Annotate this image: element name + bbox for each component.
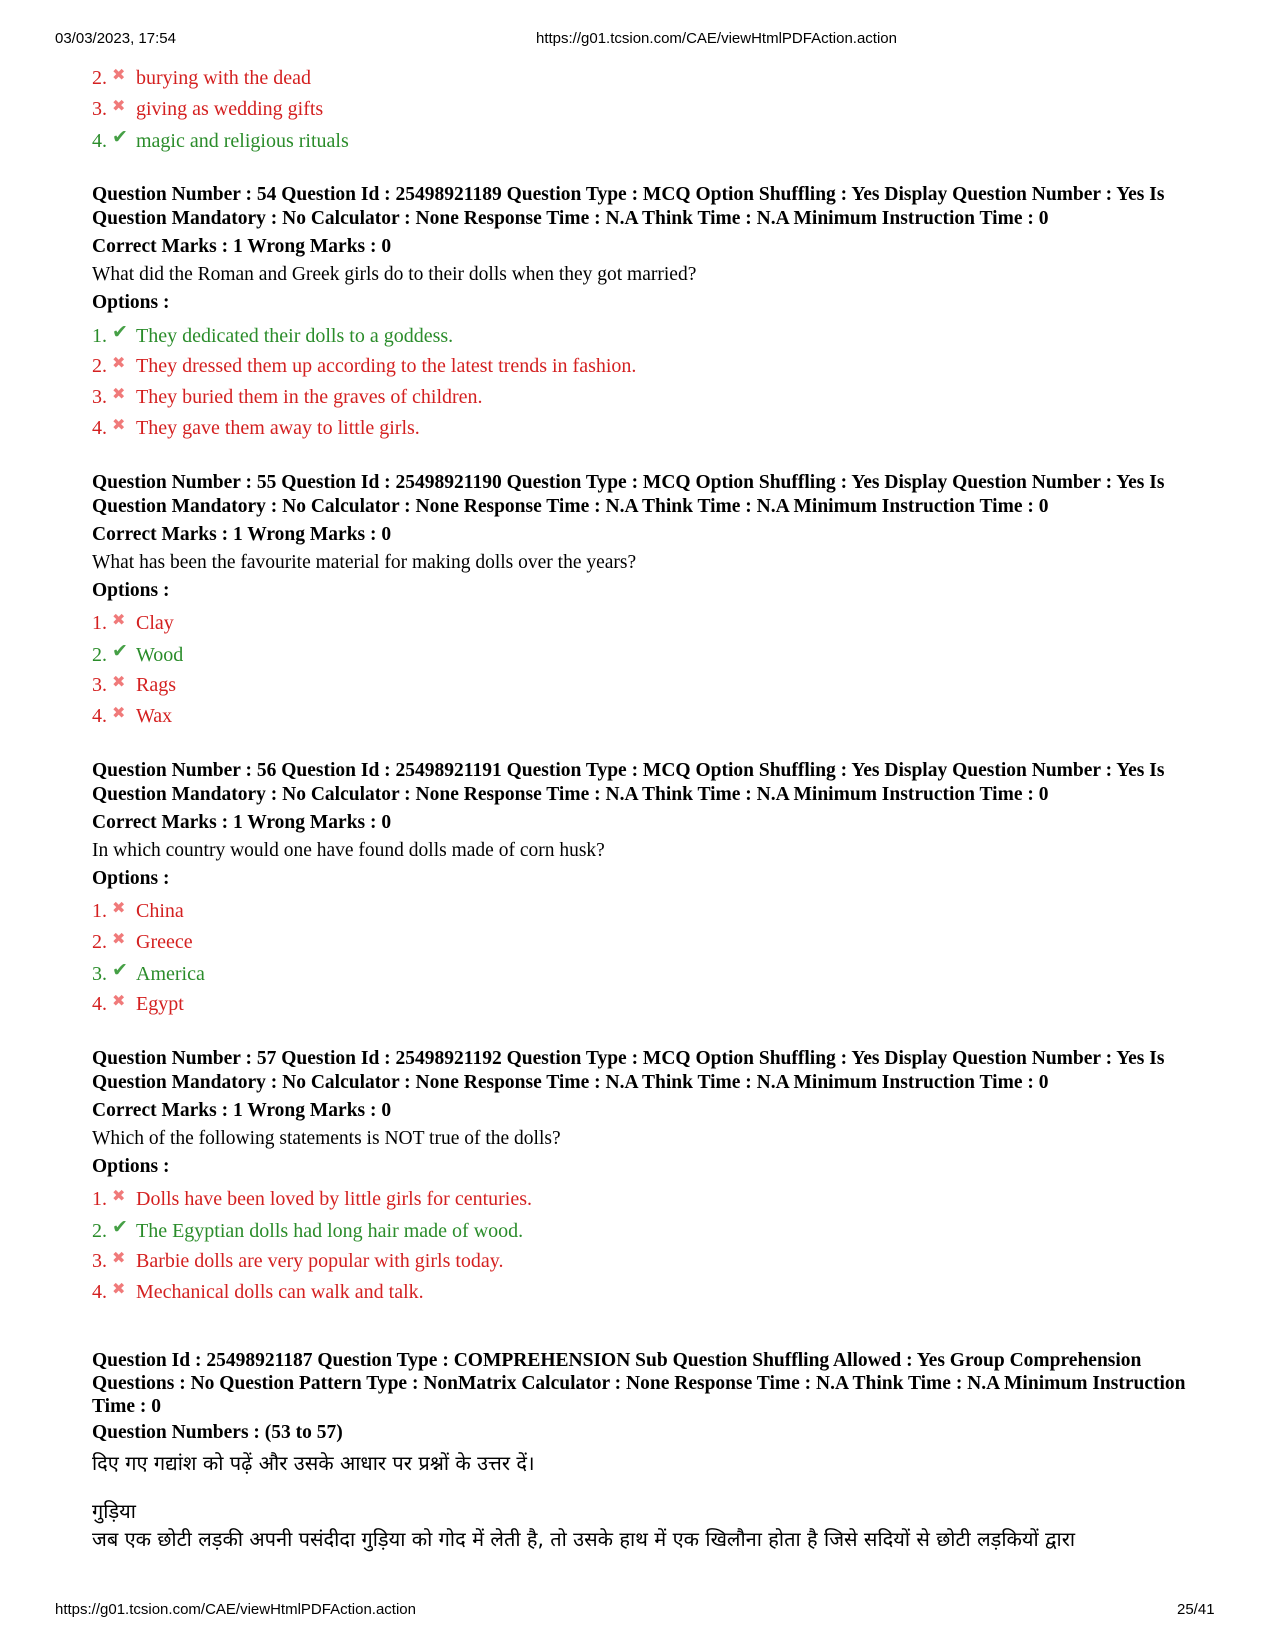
option-number: 1. bbox=[92, 1188, 107, 1210]
options-label: Options : bbox=[92, 868, 170, 889]
page-content bbox=[92, 60, 1202, 1553]
question-meta: Question Number : 57 Question Id : 25498921192 Question Type : MCQ Option Shuffling : Yes Display Question Number : Yes Is Question Mandatory : No Calculator : None Response Time : N.A Think Time : N.A Minimum Instruction Time : 0 bbox=[92, 1048, 1165, 1093]
check-icon: ✔ bbox=[112, 960, 128, 981]
option-number: 1. bbox=[92, 900, 107, 922]
option-wrong bbox=[92, 924, 1202, 955]
cross-icon: ✖ bbox=[112, 386, 126, 403]
option-number: 3. bbox=[92, 386, 107, 408]
cross-icon: ✖ bbox=[112, 1281, 126, 1298]
check-icon: ✔ bbox=[112, 127, 128, 148]
option-text: Greece bbox=[136, 931, 193, 953]
option-number: 2. bbox=[92, 1220, 107, 1242]
option-number: 3. bbox=[92, 963, 107, 985]
option-text: magic and religious rituals bbox=[136, 130, 349, 152]
option-list bbox=[92, 1181, 1202, 1305]
option-text: They gave them away to little girls. bbox=[136, 417, 420, 439]
option-number: 4. bbox=[92, 705, 107, 727]
comprehension-block bbox=[92, 1349, 1202, 1553]
option-text: Clay bbox=[136, 612, 174, 634]
cross-icon: ✖ bbox=[112, 67, 126, 84]
check-icon: ✔ bbox=[112, 641, 128, 662]
option-number: 2. bbox=[92, 644, 107, 666]
option-wrong bbox=[92, 1243, 1202, 1274]
option-number: 3. bbox=[92, 1250, 107, 1272]
option-wrong bbox=[92, 379, 1202, 410]
option-text: burying with the dead bbox=[136, 67, 311, 89]
question-meta: Question Number : 55 Question Id : 25498921190 Question Type : MCQ Option Shuffling : Yes Display Question Number : Yes Is Question Mandatory : No Calculator : None Response Time : N.A Think Time : N.A Minimum Instruction Time : 0 bbox=[92, 472, 1165, 517]
print-header-url: https://g01.tcsion.com/CAE/viewHtmlPDFAction.action bbox=[536, 30, 897, 47]
question-block bbox=[92, 471, 1202, 729]
question-block bbox=[92, 183, 1202, 441]
option-number: 1. bbox=[92, 612, 107, 634]
option-text: They dressed them up according to the latest trends in fashion. bbox=[136, 355, 637, 377]
comprehension-instruction: दिए गए गद्यांश को पढ़ें और उसके आधार पर प्रश्नों के उत्तर दें। bbox=[92, 1451, 535, 1475]
print-footer-url: https://g01.tcsion.com/CAE/viewHtmlPDFAction.action bbox=[55, 1601, 416, 1618]
option-wrong bbox=[92, 667, 1202, 698]
question-marks: Correct Marks : 1 Wrong Marks : 0 bbox=[92, 1100, 392, 1121]
passage-title: गुड़िया bbox=[92, 1499, 136, 1523]
option-number: 4. bbox=[92, 1281, 107, 1303]
page-number: 25/41 bbox=[1177, 1601, 1215, 1618]
option-text: They dedicated their dolls to a goddess. bbox=[136, 325, 454, 347]
comprehension-question-numbers: Question Numbers : (53 to 57) bbox=[92, 1422, 343, 1443]
option-list bbox=[92, 605, 1202, 729]
options-label: Options : bbox=[92, 580, 170, 601]
option-number: 3. bbox=[92, 674, 107, 696]
cross-icon: ✖ bbox=[112, 931, 126, 948]
option-number: 1. bbox=[92, 325, 107, 347]
option-wrong bbox=[92, 698, 1202, 729]
option-number: 3. bbox=[92, 98, 107, 120]
option-number: 2. bbox=[92, 67, 107, 89]
option-text: Rags bbox=[136, 674, 176, 696]
check-icon: ✔ bbox=[112, 322, 128, 343]
question-block bbox=[92, 1047, 1202, 1305]
option-text: Egypt bbox=[136, 993, 184, 1015]
question-marks: Correct Marks : 1 Wrong Marks : 0 bbox=[92, 524, 392, 545]
option-number: 2. bbox=[92, 355, 107, 377]
question-text: Which of the following statements is NOT true of the dolls? bbox=[92, 1128, 561, 1149]
option-text: Wax bbox=[136, 705, 173, 727]
option-text: Dolls have been loved by little girls for centuries. bbox=[136, 1188, 533, 1210]
option-wrong bbox=[92, 986, 1202, 1017]
check-icon: ✔ bbox=[112, 1217, 128, 1238]
option-text: Barbie dolls are very popular with girls today. bbox=[136, 1250, 504, 1272]
option-wrong bbox=[92, 91, 1202, 122]
cross-icon: ✖ bbox=[112, 98, 126, 115]
option-text: The Egyptian dolls had long hair made of wood. bbox=[136, 1220, 524, 1242]
option-list bbox=[92, 317, 1202, 441]
option-wrong bbox=[92, 1181, 1202, 1212]
cross-icon: ✖ bbox=[112, 993, 126, 1010]
question-list bbox=[92, 183, 1202, 1305]
question-text: In which country would one have found dolls made of corn husk? bbox=[92, 840, 605, 861]
option-text: They buried them in the graves of children. bbox=[136, 386, 483, 408]
option-number: 4. bbox=[92, 417, 107, 439]
question-meta: Question Number : 54 Question Id : 25498921189 Question Type : MCQ Option Shuffling : Yes Display Question Number : Yes Is Question Mandatory : No Calculator : None Response Time : N.A Think Time : N.A Minimum Instruction Time : 0 bbox=[92, 184, 1165, 229]
options-label: Options : bbox=[92, 1156, 170, 1177]
cross-icon: ✖ bbox=[112, 705, 126, 722]
passage-text: जब एक छोटी लड़की अपनी पसंदीदा गुड़िया को गोद में लेती है, तो उसके हाथ में एक खिलौना होता है जिसे सदियों से छोटी लड़कियों द्वारा bbox=[92, 1527, 1076, 1551]
cross-icon: ✖ bbox=[112, 1188, 126, 1205]
print-datetime: 03/03/2023, 17:54 bbox=[55, 30, 176, 47]
question-text: What did the Roman and Greek girls do to their dolls when they got married? bbox=[92, 264, 697, 285]
option-number: 2. bbox=[92, 931, 107, 953]
option-text: Mechanical dolls can walk and talk. bbox=[136, 1281, 424, 1303]
question-text: What has been the favourite material for making dolls over the years? bbox=[92, 552, 637, 573]
cross-icon: ✖ bbox=[112, 417, 126, 434]
cross-icon: ✖ bbox=[112, 674, 126, 691]
option-correct bbox=[92, 955, 1202, 986]
option-wrong bbox=[92, 410, 1202, 441]
option-text: Wood bbox=[136, 644, 184, 666]
option-text: China bbox=[136, 900, 184, 922]
option-correct bbox=[92, 636, 1202, 667]
option-number: 4. bbox=[92, 993, 107, 1015]
question-block bbox=[92, 759, 1202, 1017]
option-wrong bbox=[92, 60, 1202, 91]
question-meta: Question Number : 56 Question Id : 25498921191 Question Type : MCQ Option Shuffling : Yes Display Question Number : Yes Is Question Mandatory : No Calculator : None Response Time : N.A Think Time : N.A Minimum Instruction Time : 0 bbox=[92, 760, 1165, 805]
option-wrong bbox=[92, 348, 1202, 379]
option-correct bbox=[92, 1212, 1202, 1243]
option-wrong bbox=[92, 893, 1202, 924]
cross-icon: ✖ bbox=[112, 1250, 126, 1267]
option-correct bbox=[92, 122, 1202, 153]
question-marks: Correct Marks : 1 Wrong Marks : 0 bbox=[92, 812, 392, 833]
option-text: giving as wedding gifts bbox=[136, 98, 324, 120]
option-wrong bbox=[92, 605, 1202, 636]
cross-icon: ✖ bbox=[112, 355, 126, 372]
cross-icon: ✖ bbox=[112, 900, 126, 917]
option-text: America bbox=[136, 963, 205, 985]
option-correct bbox=[92, 317, 1202, 348]
options-label: Options : bbox=[92, 292, 170, 313]
previous-question-options bbox=[92, 60, 1202, 153]
question-marks: Correct Marks : 1 Wrong Marks : 0 bbox=[92, 236, 392, 257]
comprehension-meta: Question Id : 25498921187 Question Type : COMPREHENSION Sub Question Shuffling Allowed : Yes Group Comprehension Questions : No Question Pattern Type : NonMatrix Calculator : None Response Time : N.A Think Time : N.A Minimum Instruction Time : 0 bbox=[92, 1350, 1186, 1417]
option-list bbox=[92, 893, 1202, 1017]
option-wrong bbox=[92, 1274, 1202, 1305]
option-number: 4. bbox=[92, 130, 107, 152]
cross-icon: ✖ bbox=[112, 612, 126, 629]
